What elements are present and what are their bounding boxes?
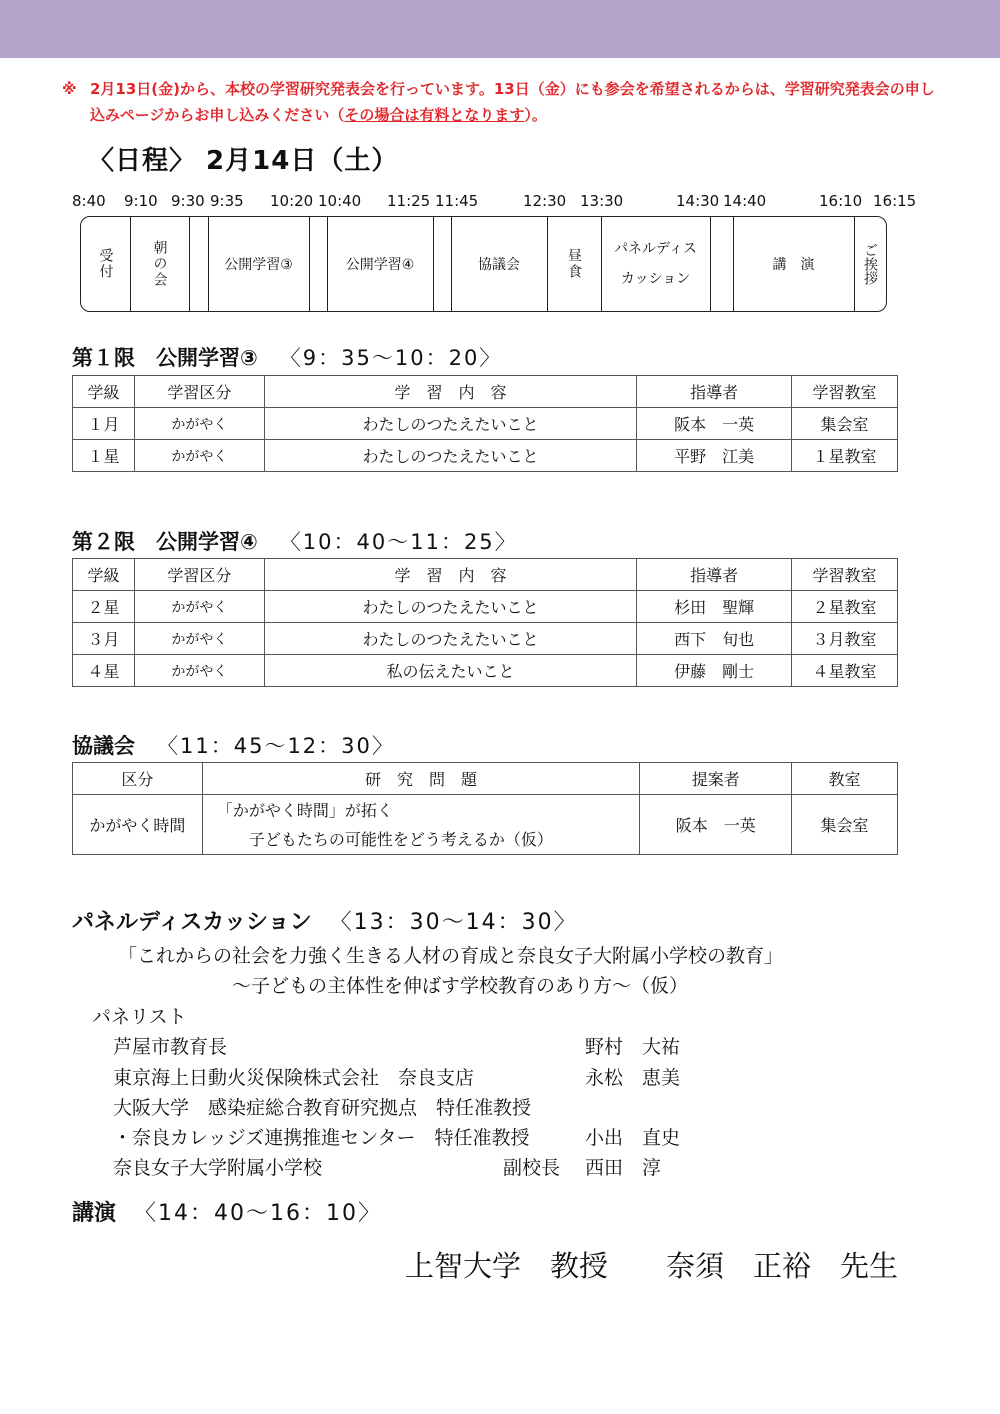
conference-table <box>72 762 898 855</box>
cell-content: 私の伝えたいこと <box>264 655 637 687</box>
period1-time: 〈9：35〜10：20〉 <box>279 346 503 370</box>
cell-room: 集会室 <box>792 408 898 440</box>
period2-time: 〈10：40〜11：25〉 <box>279 530 518 554</box>
time-label: 9:10 <box>124 192 158 210</box>
cell-room: ２星教室 <box>792 591 898 623</box>
table-row <box>73 408 898 440</box>
slot-greeting <box>854 217 886 311</box>
slot-open-class-3-label: 公開学習③ <box>224 257 293 273</box>
table-header-row <box>73 763 898 795</box>
header-cell: 提案者 <box>640 763 792 795</box>
lecture-title: 講演 <box>72 1201 117 1226</box>
header-cell: 学級 <box>73 559 135 591</box>
slot-panel-label-2: カッション <box>620 271 691 287</box>
time-label: 13:30 <box>580 192 624 210</box>
table-row <box>73 591 898 623</box>
table-row <box>73 440 898 472</box>
cell-class: ３月 <box>73 623 135 655</box>
schedule-timeline <box>80 216 887 312</box>
cell-category: かがやく <box>134 408 264 440</box>
cell-research-topic <box>202 795 639 855</box>
panel-time: 〈13：30〜14：30〉 <box>329 910 578 935</box>
cell-category: かがやく時間 <box>73 795 203 855</box>
header-cell: 区分 <box>73 763 203 795</box>
time-label: 16:10 <box>819 192 863 210</box>
slot-lunch <box>547 217 601 311</box>
time-label: 11:45 <box>435 192 479 210</box>
table-header-row <box>73 559 898 591</box>
conference-heading <box>72 730 395 760</box>
time-label: 14:40 <box>723 192 767 210</box>
panelist-name: 西田 淳 <box>585 1157 662 1179</box>
cell-content: わたしのつたえたいこと <box>264 591 637 623</box>
cell-class: １星 <box>73 440 135 472</box>
period2-title: 第２限 公開学習④ <box>72 530 258 554</box>
conference-time: 〈11：45〜12：30〉 <box>157 734 395 758</box>
cell-room: ４星教室 <box>792 655 898 687</box>
header-cell: 教室 <box>792 763 898 795</box>
header-cell: 学級 <box>73 376 135 408</box>
schedule-title: 〈日程〉 2月14日（土） <box>88 146 399 176</box>
lecture-speaker: 上智大学 教授 奈須 正裕 先生 <box>405 1249 899 1283</box>
cell-class: ２星 <box>73 591 135 623</box>
time-label: 9:35 <box>210 192 244 210</box>
cell-teacher: 西下 旬也 <box>637 623 792 655</box>
header-cell: 学習区分 <box>134 559 264 591</box>
timeline-divider <box>309 217 310 311</box>
cell-room: ３月教室 <box>792 623 898 655</box>
time-label: 11:25 <box>387 192 431 210</box>
slot-conference-label: 協議会 <box>478 257 520 273</box>
panel-heading <box>72 905 578 936</box>
notice-line-1: 2月13日(金)から、本校の学習研究発表会を行っています。13日（金）にも参会を希望されるからは、学習研究発表会の申し <box>90 80 935 98</box>
slot-conference <box>451 217 547 311</box>
lecture-time: 〈14：40〜16：10〉 <box>134 1201 382 1226</box>
period1-heading <box>72 342 502 372</box>
panelist-affiliation: ・奈良カレッジズ連携推進センター 特任准教授 <box>113 1127 530 1149</box>
slot-lunch-label: 昼食 <box>566 248 582 280</box>
time-label: 16:15 <box>873 192 917 210</box>
cell-room: １星教室 <box>792 440 898 472</box>
slot-morning-meeting-label: 朝の会 <box>151 240 168 288</box>
time-label: 14:30 <box>676 192 720 210</box>
notice-mark: ※ <box>62 80 77 98</box>
cell-category: かがやく <box>134 440 264 472</box>
cell-presenter: 阪本 一英 <box>640 795 792 855</box>
header-cell: 指導者 <box>637 559 792 591</box>
slot-lecture <box>733 217 854 311</box>
panelist-affiliation: 大阪大学 感染症総合教育研究拠点 特任准教授 <box>113 1097 532 1119</box>
cell-content: わたしのつたえたいこと <box>264 408 637 440</box>
slot-greeting-label: ご挨拶 <box>862 243 878 285</box>
topic-line-1: 「かがやく時間」が拓く <box>216 800 393 820</box>
slot-reception-label: 受付 <box>97 248 114 280</box>
cell-teacher: 阪本 一英 <box>637 408 792 440</box>
topic-line-2: 子どもたちの可能性をどう考えるか（仮） <box>248 829 553 849</box>
slot-panel-discussion <box>601 217 710 311</box>
cell-teacher: 伊藤 剛士 <box>637 655 792 687</box>
period2-heading <box>72 526 518 556</box>
panel-title: パネルディスカッション <box>72 910 312 935</box>
table-row <box>73 795 898 855</box>
lecture-heading <box>72 1196 382 1227</box>
cell-teacher: 杉田 聖輝 <box>637 591 792 623</box>
table-header-row <box>73 376 898 408</box>
period2-table <box>72 558 898 687</box>
header-cell: 学習教室 <box>792 559 898 591</box>
timeline-divider <box>433 217 434 311</box>
cell-room: 集会室 <box>792 795 898 855</box>
period1-table <box>72 375 898 472</box>
timeline-divider <box>189 217 190 311</box>
notice-line-2 <box>90 102 972 128</box>
header-cell: 指導者 <box>637 376 792 408</box>
slot-morning-meeting <box>130 217 189 311</box>
cell-category: かがやく <box>134 623 264 655</box>
table-row <box>73 655 898 687</box>
timeline-divider <box>710 217 711 311</box>
time-label: 12:30 <box>523 192 567 210</box>
cell-content: わたしのつたえたいこと <box>264 623 637 655</box>
slot-panel-label-1: パネルディス <box>614 241 697 257</box>
header-cell: 学 習 内 容 <box>264 376 637 408</box>
cell-category: かがやく <box>134 591 264 623</box>
panel-theme: 「これからの社会を力強く生きる人材の育成と奈良女子大附属小学校の教育」 <box>118 945 784 967</box>
period1-title: 第１限 公開学習③ <box>72 346 258 370</box>
time-label: 8:40 <box>72 192 106 210</box>
notice-line-2c: ）。 <box>524 106 547 124</box>
header-cell: 学習区分 <box>134 376 264 408</box>
cell-class: １月 <box>73 408 135 440</box>
notice <box>62 76 972 128</box>
panel-subtheme: 〜子どもの主体性を伸ばす学校教育のあり方〜（仮） <box>232 975 689 997</box>
slot-open-class-4 <box>327 217 433 311</box>
time-label: 10:20 <box>270 192 314 210</box>
cell-category: かがやく <box>134 655 264 687</box>
cell-content: わたしのつたえたいこと <box>264 440 637 472</box>
header-cell: 研 究 問 題 <box>202 763 639 795</box>
slot-reception <box>81 217 130 311</box>
conference-title: 協議会 <box>72 734 135 758</box>
cell-class: ４星 <box>73 655 135 687</box>
panelist-affiliation: 奈良女子大学附属小学校 <box>113 1157 323 1179</box>
panelist-affiliation: 東京海上日動火災保険株式会社 奈良支店 <box>113 1067 475 1089</box>
panelists-label: パネリスト <box>92 1006 187 1028</box>
panelist-affiliation: 芦屋市教育長 <box>113 1036 228 1058</box>
slot-lecture-label: 講 演 <box>772 257 815 273</box>
slot-open-class-3 <box>208 217 309 311</box>
time-label: 9:30 <box>171 192 205 210</box>
slot-open-class-4-label: 公開学習④ <box>345 257 415 273</box>
table-row <box>73 623 898 655</box>
panelist-name: 小出 直史 <box>585 1127 681 1149</box>
notice-paid-note: その場合は有料となります <box>344 106 525 124</box>
notice-line-2a: 込みページからお申し込みください（ <box>90 106 345 124</box>
header-cell: 学 習 内 容 <box>264 559 637 591</box>
cell-teacher: 平野 江美 <box>637 440 792 472</box>
panelist-name: 永松 恵美 <box>585 1067 681 1089</box>
panelist-role: 副校長 <box>503 1157 561 1179</box>
header-cell: 学習教室 <box>792 376 898 408</box>
header-band <box>0 0 1000 58</box>
time-label: 10:40 <box>318 192 362 210</box>
panelist-name: 野村 大祐 <box>585 1036 681 1058</box>
